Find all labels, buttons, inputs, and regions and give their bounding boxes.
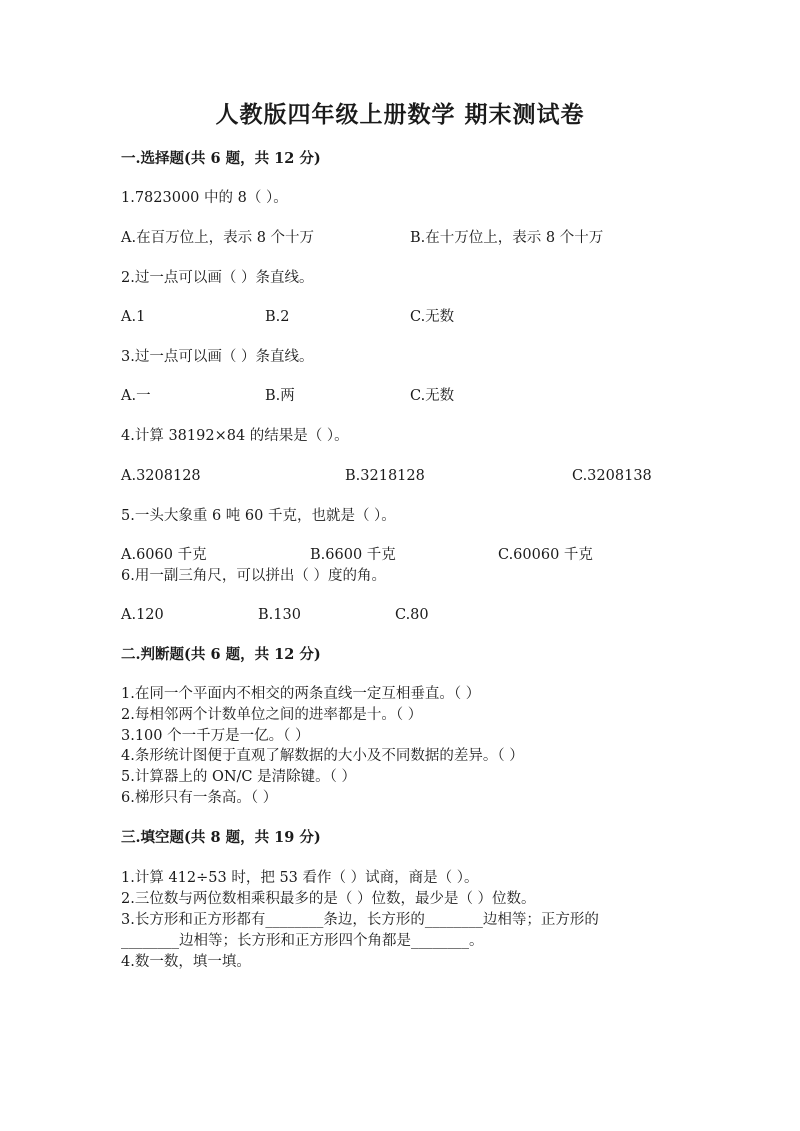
- judgement-item-6: 6.梯形只有一条高。（ ）: [121, 790, 278, 806]
- section3-heading: 三.填空题(共 8 题，共 19 分): [121, 829, 321, 846]
- judgement-item-3: 3.100 个一千万是一亿。（ ）: [121, 728, 310, 744]
- fill-item-4: 4.数一数，填一填。: [121, 954, 251, 970]
- question-4-option-a: A.3208128: [121, 468, 201, 484]
- question-6-text: 6.用一副三角尺，可以拼出（ ）度的角。: [121, 568, 386, 584]
- question-5-option-b: B.6600 千克: [310, 547, 396, 563]
- question-2-option-a: A.1: [121, 309, 146, 325]
- section2-heading: 二.判断题(共 6 题，共 12 分): [121, 646, 321, 663]
- section1-heading: 一.选择题(共 6 题，共 12 分): [121, 150, 321, 167]
- question-5-text: 5.一头大象重 6 吨 60 千克，也就是（ ）。: [121, 508, 396, 524]
- question-6-option-c: C.80: [395, 607, 429, 623]
- fill-item-3-line-1: 3.长方形和正方形都有________条边，长方形的________边相等；正方形的: [121, 912, 599, 928]
- question-5-option-c: C.60060 千克: [498, 547, 593, 563]
- question-6-option-a: A.120: [121, 607, 164, 623]
- judgement-item-1: 1.在同一个平面内不相交的两条直线一定互相垂直。（ ）: [121, 686, 481, 702]
- question-4-text: 4.计算 38192×84 的结果是（ ）。: [121, 428, 349, 444]
- fill-item-2: 2.三位数与两位数相乘积最多的是（ ）位数，最少是（ ）位数。: [121, 891, 536, 907]
- question-5-option-a: A.6060 千克: [121, 547, 207, 563]
- question-2-text: 2.过一点可以画（ ）条直线。: [121, 270, 314, 286]
- question-1-text: 1.7823000 中的 8（ ）。: [121, 190, 288, 206]
- question-2-option-c: C.无数: [410, 309, 455, 325]
- fill-item-3-line-2: ________边相等；长方形和正方形四个角都是________。: [121, 933, 484, 949]
- question-4-option-c: C.3208138: [572, 468, 652, 484]
- judgement-item-4: 4.条形统计图便于直观了解数据的大小及不同数据的差异。（ ）: [121, 748, 524, 764]
- judgement-item-2: 2.每相邻两个计数单位之间的进率都是十。（ ）: [121, 707, 423, 723]
- judgement-item-5: 5.计算器上的 ON/C 是清除键。（ ）: [121, 769, 356, 785]
- question-1-option-a: A.在百万位上，表示 8 个十万: [121, 230, 315, 246]
- question-6-option-b: B.130: [258, 607, 301, 623]
- question-3-option-b: B.两: [265, 388, 295, 404]
- question-3-option-c: C.无数: [410, 388, 455, 404]
- question-2-option-b: B.2: [265, 309, 290, 325]
- question-3-option-a: A.一: [121, 388, 151, 404]
- question-1-option-b: B.在十万位上，表示 8 个十万: [410, 230, 604, 246]
- question-3-text: 3.过一点可以画（ ）条直线。: [121, 349, 314, 365]
- page-title: 人教版四年级上册数学 期末测试卷: [215, 101, 585, 128]
- fill-item-1: 1.计算 412÷53 时，把 53 看作（ ）试商，商是（ ）。: [121, 870, 479, 886]
- question-4-option-b: B.3218128: [345, 468, 425, 484]
